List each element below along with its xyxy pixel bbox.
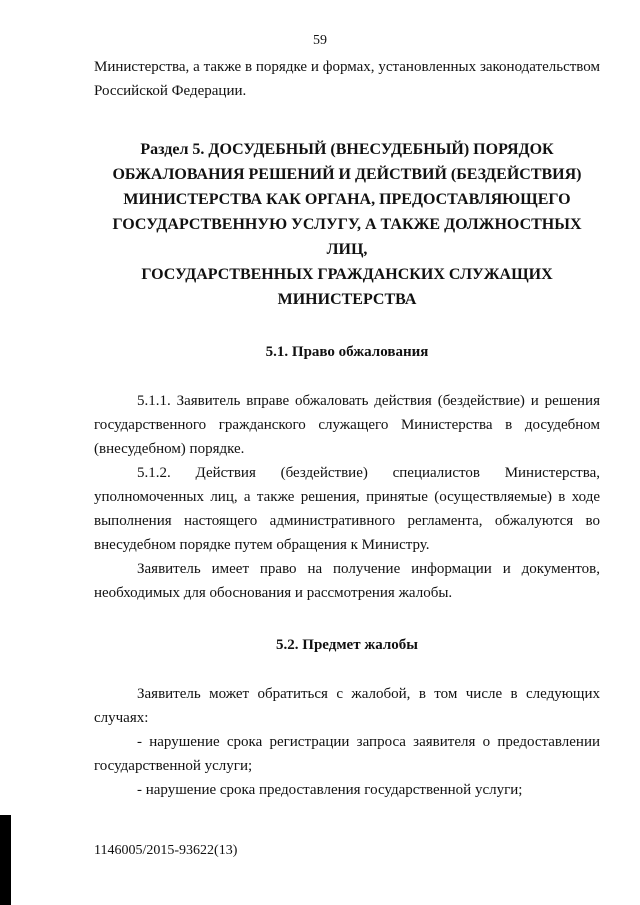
paragraph-5-1-1: 5.1.1. Заявитель вправе обжаловать действия (бездействие) и решения государственного гражданского служащего Министерства в досудебном (внесудебном) порядке. <box>94 393 600 457</box>
section-title-line: МИНИСТЕРСТВА КАК ОРГАНА, ПРЕДОСТАВЛЯЮЩЕГО <box>123 191 571 208</box>
section-title <box>94 137 600 312</box>
document-body <box>94 55 600 802</box>
paragraph-applicant-rights: Заявитель имеет право на получение информации и документов, необходимых для обоснования и рассмотрения жалобы. <box>94 561 600 601</box>
section-title-line: ГОСУДАРСТВЕННЫХ ГРАЖДАНСКИХ СЛУЖАЩИХ <box>141 266 553 283</box>
paragraph-complaint-cases: Заявитель может обратиться с жалобой, в том числе в следующих случаях: <box>94 686 600 726</box>
paragraph-5-1-2: 5.1.2. Действия (бездействие) специалистов Министерства, уполномоченных лиц, а также решения, принятые (осуществляемые) в ходе выполнения настоящего административного регламента, обжалуются во внесудебном порядке путем обращения к Министру. <box>94 465 600 553</box>
list-item-registration-delay: - нарушение срока регистрации запроса заявителя о предоставлении государственной услуги; <box>94 734 600 774</box>
scan-edge-mark <box>0 815 11 905</box>
section-title-line: ГОСУДАРСТВЕННУЮ УСЛУГУ, А ТАКЖЕ ДОЛЖНОСТНЫХ ЛИЦ, <box>112 216 582 258</box>
section-title-line: Раздел 5. ДОСУДЕБНЫЙ (ВНЕСУДЕБНЫЙ) ПОРЯДОК <box>140 141 554 158</box>
document-id: 1146005/2015-93622(13) <box>94 843 238 858</box>
section-title-line: МИНИСТЕРСТВА <box>277 291 417 308</box>
subsection-title-right-to-appeal: 5.1. Право обжалования <box>265 344 429 360</box>
page-number: 59 <box>313 33 327 48</box>
list-item-service-delay: - нарушение срока предоставления государственной услуги; <box>137 782 523 798</box>
subsection-title-complaint-subject: 5.2. Предмет жалобы <box>276 637 418 653</box>
intro-paragraph: Министерства, а также в порядке и формах, установленных законодательством Российской Федерации. <box>94 59 600 99</box>
section-title-line: ОБЖАЛОВАНИЯ РЕШЕНИЙ И ДЕЙСТВИЙ (БЕЗДЕЙСТВИЯ) <box>112 166 582 183</box>
